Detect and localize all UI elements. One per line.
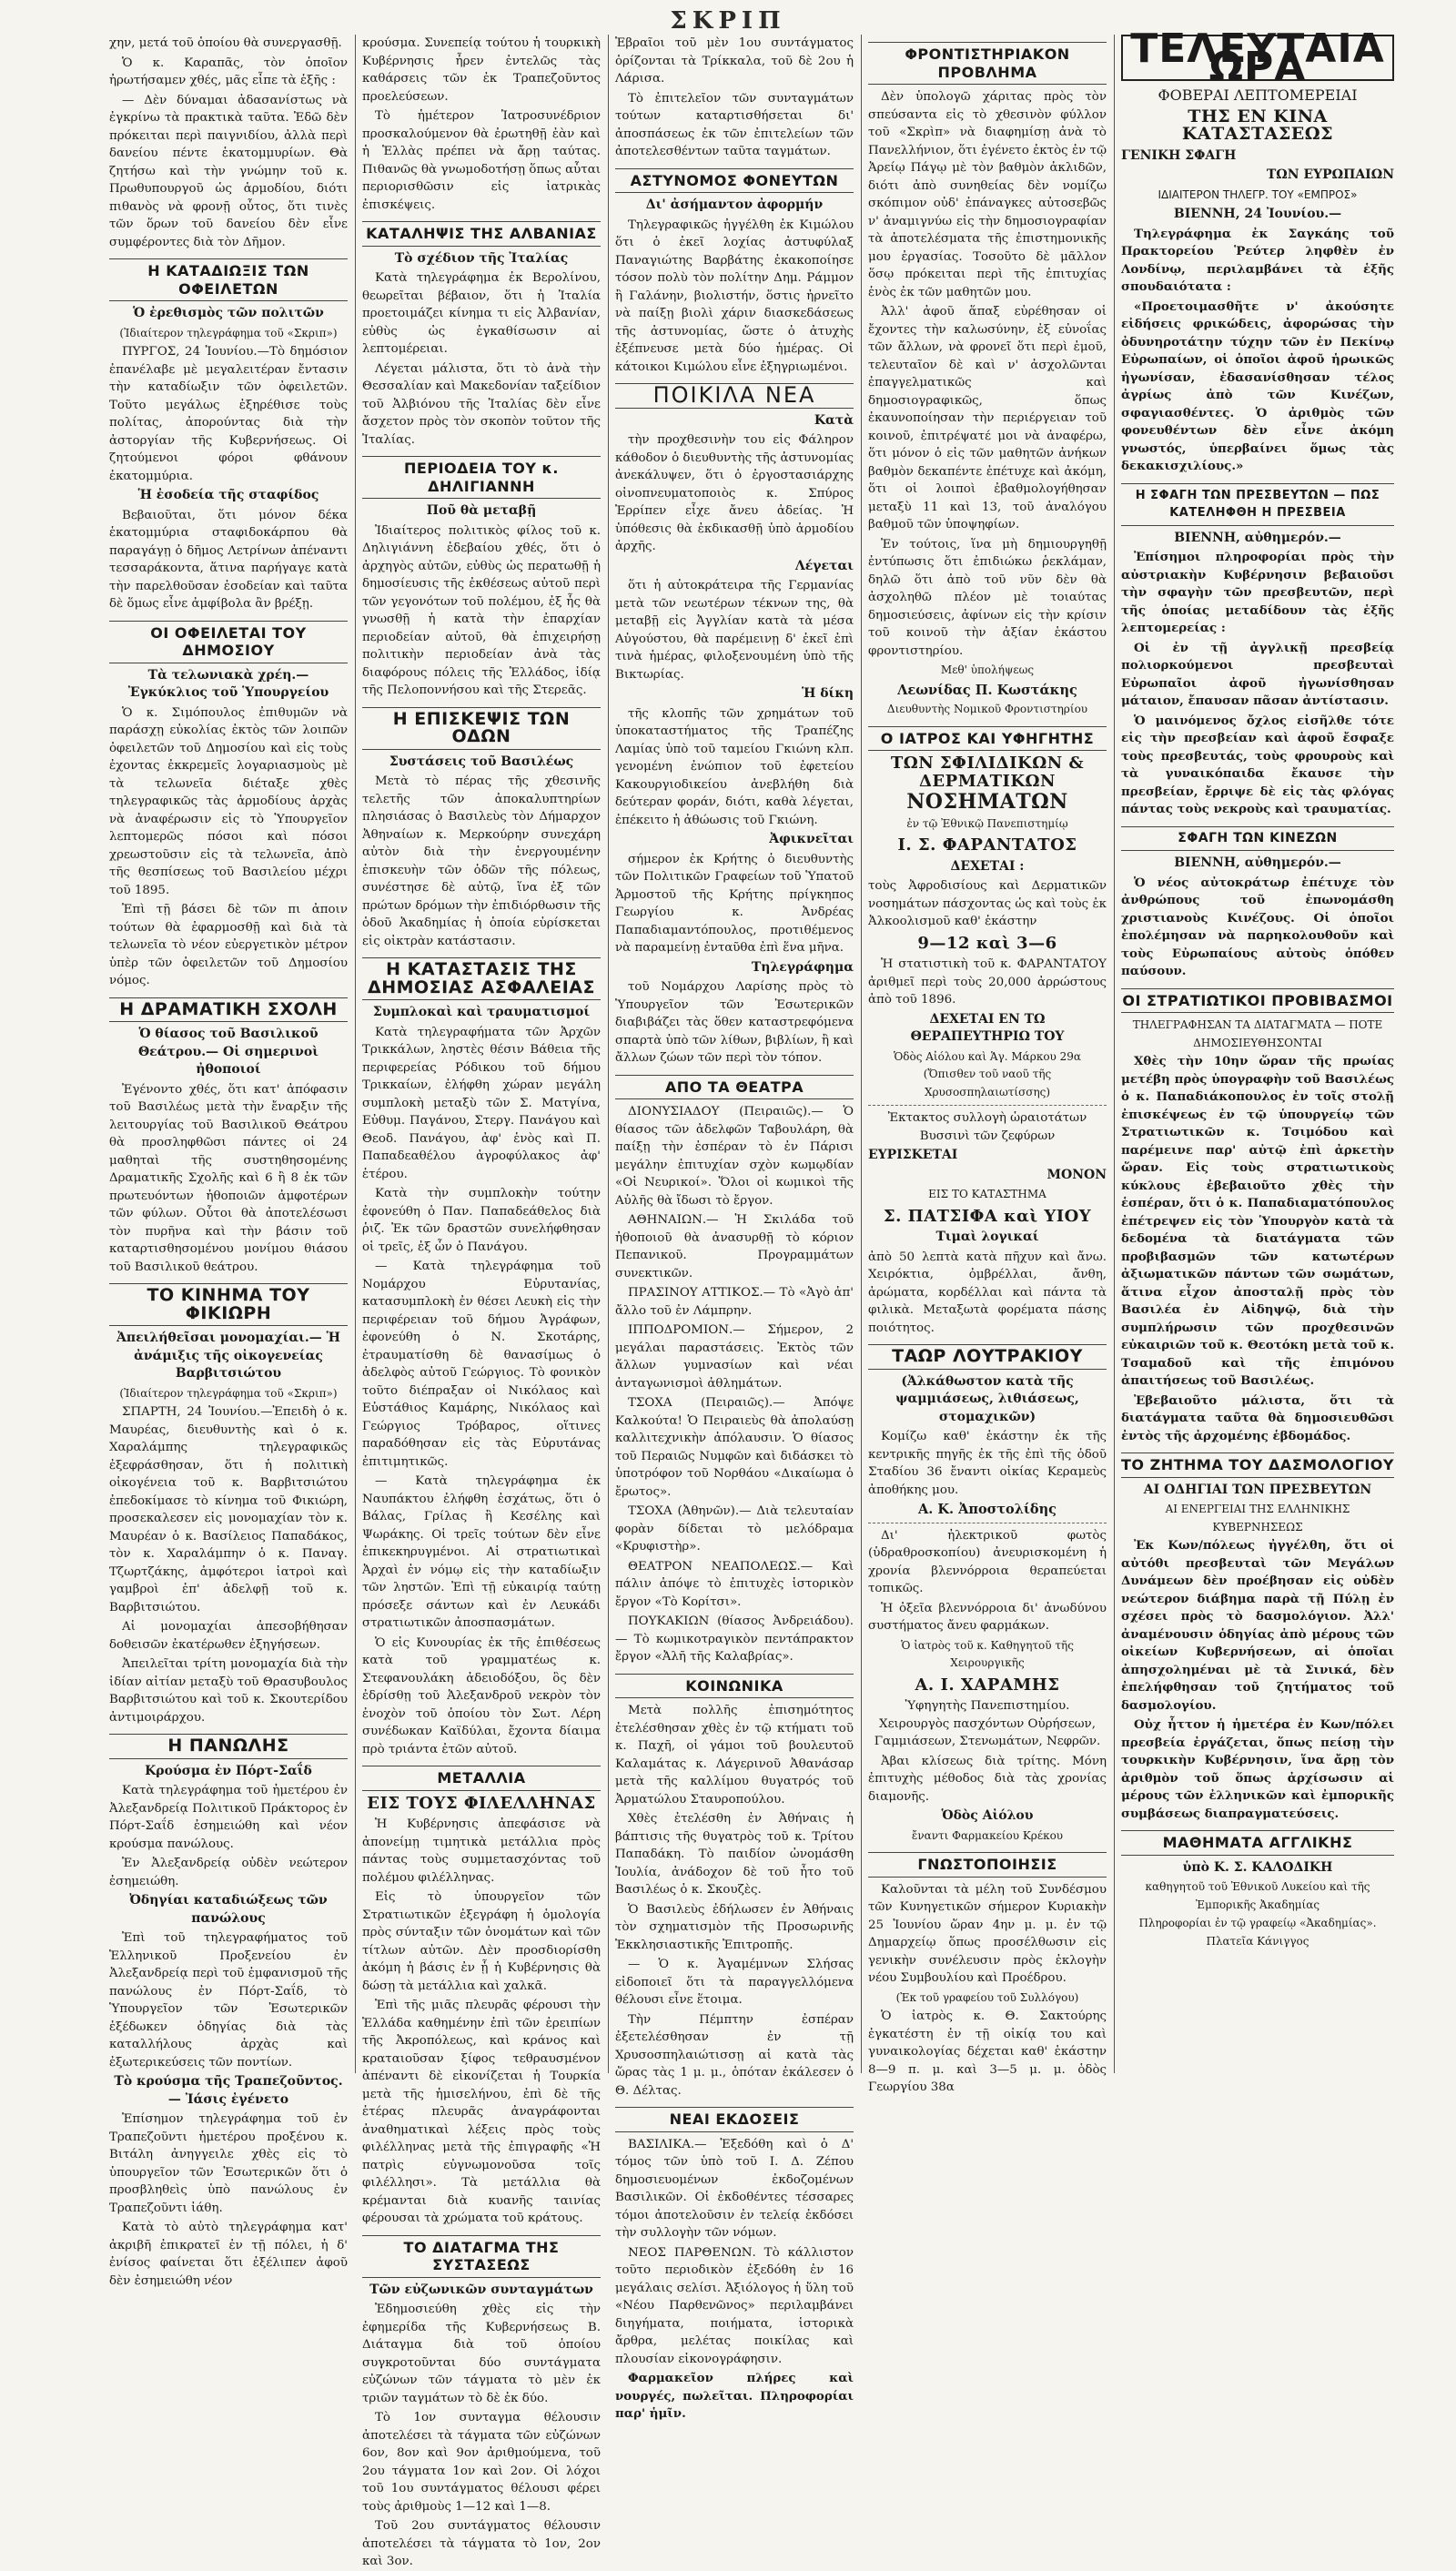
article-subheading: Κρούσμα ἐν Πόρτ-Σαΐδ	[145, 1763, 312, 1778]
paragraph: Ὁ κ. Σιμόπουλος ἐπιθυμῶν νὰ παράσχῃ εὐκολίας ἐκτὸς τῶν λοιπῶν ὀφειλετῶν τοῦ Δημοσίου καὶ εἰς τοὺς ἐχοντας ἐκκρεμεῖς λογαριασμοὺς μὲ τὰ τελωνεῖα διέταξε χθὲς τηλεγραφικῶς τὰς ἁρμοδίους ἀρχὰς νὰ ἀναφέρωσιν εἰς τὸ Ὑπουργεῖον λεπτομερῶς πόσοι καὶ πόσοι χρεωστοῦσιν εἰς τὰ τελωνεῖα, ἀπὸ τῆς θεσπίσεως τοῦ Βασιλείου μέχρι τοῦ 1895.	[109, 705, 348, 897]
article-heading: ΑΠΟ ΤΑ ΘΕΑΤΡΑ	[615, 1075, 854, 1100]
column-rule	[861, 35, 862, 2073]
paragraph: Τὸ ἐπιτελεῖον τῶν συνταγμάτων τούτων καταρτισθήσεται δι' ἀποσπάσεως ἐκ τῶν ἐπιτελείων τῶν ἀποτελεσθέντων ταῦτα ταγμάτων.	[615, 91, 854, 158]
paragraph: ΤΣΟΧΑ (Ἀθηνῶν).— Διὰ τελευταίαν φορὰν δίδεται τὸ μελόδραμα «Κρυφιστὴρ».	[615, 1504, 854, 1554]
paragraph: Ἐπὶ τοῦ τηλεγραφήματος τοῦ Ἑλληνικοῦ Προξενείου ἐν Ἀλεξανδρείᾳ περὶ τοῦ ἐμφανισμοῦ τῆς πανώλους ἐν Πόρτ-Σαΐδ, τὸ Ὑπουργεῖον τῶν Ἐσωτερικῶν ἐξέδωκεν ὁδηγίας διὰ τὰς καταλλήλους ἀρχὰς καὶ ἐξωτερικεύσεις τῶν ποντίων.	[109, 1931, 348, 2070]
paragraph: Ὁ κ. Καραπᾶς, τὸν ὁποῖον ἠρωτήσαμεν χθές, μᾶς εἶπε τὰ ἑξῆς :	[109, 56, 348, 87]
article-note: (Ἰδιαίτερον τηλεγράφημα τοῦ «Σκριπ»)	[119, 1386, 338, 1400]
paragraph: Κατὰ τηλεγράφημα ἐκ Βερολίνου, θεωρεῖται βέβαιον, ὅτι ἡ Ἰταλία προετοιμάζει κίνημα τι εἰς Ἀλβανίαν, εὐθὺς ὡς ἐγκαθίσωσιν αἱ λεπτομέρειαι.	[362, 271, 601, 356]
paragraph: Ἐδημοσιεύθη χθὲς εἰς τὴν ἐφημερίδα τῆς Κυβερνήσεως Β. Διάταγμα διὰ τοῦ ὁποίου συγκροτοῦνται δύο συντάγματα εὐζώνων τῶν τάγματα τὸ μὲν ἐκ τριῶν ταγμάτων τὸ δὲ ἐκ δύο.	[362, 2303, 601, 2405]
paragraph: — Ὁ κ. Ἀγαμέμνων Σλήσας εἰδοποιεῖ ὅτι τὰ παραγγελλόμενα θέλουσι εἶνε ἕτοιμα.	[615, 1958, 854, 2007]
article-heading: Η ΔΡΑΜΑΤΙΚΗ ΣΧΟΛΗ	[109, 997, 348, 1023]
ad-doctor-name: Ι. Σ. ΦΑΡΑΝΤΑΤΟΣ	[897, 835, 1077, 855]
article-heading: Η ΕΠΙΣΚΕΨΙΣ ΤΩΝ ΟΔΩΝ	[362, 707, 601, 750]
paragraph: Ἰδιαίτερος πολιτικὸς φίλος τοῦ κ. Δηλιγιάννη ἐδεβαίου χθές, ὅτι ὁ ἀρχηγὸς αὐτῶν, εὐθὺς ὡς περατωθῇ ἡ δημοσίευσις τῆς ἐκθέσεως αὐτοῦ περὶ τῶν γεγονότων τοῦ πολέμου, ἐξ ἧς θὰ γνωσθῇ ἡ κατὰ τὴν ἐπαρχίαν περιοδείαν αὐτοῦ, θὰ ἐπιχειρήσῃ πολιτικὴν περιοδείαν ἀνὰ τὰς διαφόρους πόλεις τῆς Ἑλλάδος, ἰδίᾳ τῆς Πελοποννήσου καὶ τῆς Στερεᾶς.	[362, 523, 601, 697]
paragraph: Κατὰ τηλεγράφημα τοῦ ἡμετέρου ἐν Ἀλεξανδρείᾳ Πολιτικοῦ Πράκτορος ἐν Πόρτ-Σαΐδ ἐσημειώθη καὶ νέον κρούσμα πανώλους.	[109, 1784, 348, 1851]
ad-text: ΔΕΧΕΤΑΙ :	[950, 858, 1025, 874]
news-item-lead: Τηλεγράφημα	[751, 959, 854, 975]
article-heading: Η ΚΑΤΑΔΙΩΞΙΣ ΤΩΝ ΟΦΕΙΛΕΤΩΝ	[109, 258, 348, 301]
ad-heading-line-2: ΤΩΝ ΣΦΙΛΙΔΙΚΩΝ & ΔΕΡΜΑΤΙΚΩΝ	[890, 754, 1085, 791]
article-subheading: Συμπλοκαὶ καὶ τραυματισμοί	[372, 1005, 591, 1019]
paragraph: κρούσμα. Συνεπείᾳ τούτου ἡ τουρκικὴ Κυβέρνησις ἦρεν ἐντελῶς τὰς καθάρσεις τῶν ἐκ Τραπεζοῦντος προελεύσεων.	[362, 36, 601, 104]
ad-address: Ὁδὸς Αἰόλου καὶ Ἁγ. Μάρκου 29α (Ὄπισθεν τοῦ ναοῦ τῆς Χρυσοσπηλαιωτίσσης)	[893, 1049, 1082, 1098]
newspaper-columns	[109, 25, 1420, 2568]
dateline: ΒΙΕΝΝΗ, αὐθημερόν.—	[1174, 530, 1341, 545]
ad-heading: Ο ΙΑΤΡΟΣ ΚΑΙ ΥΦΗΓΗΤΗΣ	[868, 726, 1107, 752]
paragraph: Κατὰ τηλεγραφήματα τῶν Ἀρχῶν Τρικκάλων, ληστὲς θέσιν Βάθεια τῆς περιφερείας Ρόδικου τοῦ δήμου Τρικκαίων, ἐλήφθη χώραν μεγάλη συμπλοκὴ μεταξὺ τῶν Σ. Ματγίνα, Εὐθυμ. Παγάνου, Στεργ. Πανάγου καὶ Θεοδ. Πανάγου, ἀφ' ἑνὸς καὶ Π. Παπαδεαθέλου ἀγροφύλακος ἀφ' ἑτέρου.	[362, 1025, 601, 1181]
article-subheading: Συστάσεις τοῦ Βασιλέως	[389, 754, 574, 769]
ad-text: (Ἀλκάθωστον κατὰ τῆς ψαμμιάσεως, λιθιάσεως, στομαχικῶν)	[895, 1373, 1079, 1424]
ad-text: Πληροφορίαι ἐν τῷ γραφείῳ «Ἀκαδημίας». Πλατεῖα Κάνιγγος	[1138, 1917, 1377, 1948]
article-subheading: ΑΙ ΟΔΗΓΙΑΙ ΤΩΝ ΠΡΕΣΒΕΥΤΩΝ	[1143, 1482, 1372, 1497]
signature-title: Διευθυντὴς Νομικοῦ Φροντιστηρίου	[886, 703, 1088, 715]
ad-teacher: ὑπὸ Κ. Σ. ΚΑΛΟΔΙΚΗ	[1182, 1859, 1333, 1875]
paragraph: ΙΠΠΟΔΡΟΜΙΟΝ.— Σήμερον, 2 μεγάλαι παραστάσεις. Ἐκτὸς τῶν ἄλλων γυμνασίων καὶ νέαι ἀνταγωνισμοὶ ἀθλημάτων.	[615, 1323, 854, 1391]
article-heading-line-2: ΕΙΣ ΤΟΥΣ ΦΙΛΕΛΛΗΝΑΣ	[367, 1793, 596, 1813]
signature-name: Λεωνίδας Π. Κωστάκης	[897, 682, 1077, 698]
paragraph: ΘΕΑΤΡΟΝ ΝΕΑΠΟΛΕΩΣ.— Καὶ πάλιν ἀπόψε τὸ ἐπιτυχὲς ἱστορικὸν ἔργον «Τὸ Κορίτσι».	[615, 1559, 854, 1609]
paragraph: Ὁ μαινόμενος ὄχλος εἰσῆλθε τότε εἰς τὴν πρεσβείαν καὶ ἀφοῦ ἔσφαξε τοὺς πρεσβευτάς, τοὺς φρουροὺς καὶ τὰ γυναικόπαιδα ἔκαυσε τὴν πρεσβείαν, ἔρριψε δὲ εἰς τὰς φλόγας πάντας τοὺς νεκροὺς καὶ τραυματίας.	[1121, 713, 1394, 816]
ad-address: Ὁδὸς Αἰόλου	[941, 1808, 1034, 1823]
column-5	[1121, 25, 1394, 2073]
article-heading: ΦΡΟΝΤΙΣΤΗΡΙΑΚΟΝ ΠΡΟΒΛΗΜΑ	[868, 42, 1107, 85]
column-rule	[608, 35, 609, 2073]
article-subheading: Τῶν εὐζωνικῶν συνταγμάτων	[369, 2282, 593, 2297]
headline-line: ΦΟΒΕΡΑΙ ΛΕΠΤΟΜΕΡΕΙΑΙ	[1158, 86, 1358, 104]
article-heading: ΚΟΙΝΩΝΙΚΑ	[615, 1674, 854, 1699]
ad-text: ΕΙΣ ΤΟ ΚΑΤΑΣΤΗΜΑ	[928, 1188, 1046, 1200]
column-2	[362, 35, 601, 2568]
article-subheading: ΑΙ ΕΝΕΡΓΕΙΑΙ ΤΗΣ ΕΛΛΗΝΙΚΗΣ ΚΥΒΕΡΝΗΣΕΩΣ	[1165, 1503, 1350, 1533]
paragraph: ΣΠΑΡΤΗ, 24 Ἰουνίου.—Ἐπειδὴ ὁ κ. Μαυρέας, διευθυντὴς καὶ ὁ κ. Χαραλάμπης τηλεγραφικῶς ἐξεφράσθησαν, ὅτι ἡ πολιτικὴ οἰκογένεια τοῦ κ. Βαρβιτσιώτου ἐπεδοκίμασε τὸ κίνημα τοῦ Φικιώρη, προσεκαλεσεν εἰς μονομαχίαν τὸν κ. Μαυρέαν ὁ κ. Βασίλειος Παπαδάκος, τὸν κ. Χαραλάμπην ὁ κ. Παναγ. Τζωρτζάκης, ἀμφότεροι ἰατροὶ καὶ γαμβροὶ ἐπ' ἀδελφῇ τοῦ κ. Βαρβιτσιώτου.	[109, 1405, 348, 1614]
article-subheading: Τὸ κρούσμα τῆς Τραπεζοῦντος.— Ἰάσις ἐγένετο	[114, 2074, 343, 2107]
paragraph: Ἐγένοντο χθές, ὅτι κατ' ἀπόφασιν τοῦ Βασιλέως μετὰ τὴν ἔναρξιν τῆς λειτουργίας τοῦ Βασιλικοῦ Θεάτρου θὰ προσληφθῶσι πάντες οἱ 24 μαθηταὶ τῆς συστηθησομένης Δραματικῆς Σχολῆς καὶ 6 ἢ 8 ἐκ τῶν πρωτευόντων ἠθοποιῶν ἀμφοτέρων τῶν φύλων. Οὗτοι θὰ ἀποτελέσωσι τὸν πυρῆνα καὶ τὴν βάσιν τοῦ καταρτισθησομένου μονίμου θιάσου τοῦ Βασιλικοῦ θεάτρου.	[109, 1082, 348, 1274]
paragraph: Ἐπὶ τῆς μιᾶς πλευρᾶς φέρουσι τὴν Ἑλλάδα καθημένην ἐπὶ τῶν ἐρειπίων τῆς Ἀκροπόλεως, καὶ κράνος καὶ κραταιοῦσαν ξίφος τεθραυσμένον ἀπέναντι δὲ εἰκονίζεται ἡ Τουρκία μετὰ τῆς ἡμισελήνου, ἐπὶ δὲ τῆς ἑτέρας πλευρᾶς ἀναγράφονται ἀναθηματικαὶ λέξεις πρὸς τοὺς φιλέλληνας μετὰ τῆς ἐπιγραφῆς «Ἡ πατρὶς εὐγνωμονοῦσα τοῖς φιλέλλησι». Τὰ μετάλλια θὰ κρέμανται διὰ κυανῆς ταινίας φέρουσαι τὰ χρώματα τοῦ κράτους.	[362, 1999, 601, 2225]
article-heading: ΚΑΤΑΛΗΨΙΣ ΤΗΣ ΑΛΒΑΝΙΑΣ	[362, 221, 601, 247]
notice-text: Καλοῦνται τὰ μέλη τοῦ Συνδέσμου τῶν Κυνηγετικῶν σήμερον Κυριακὴν 25 Ἰουνίου ὥραν 4ην μ. μ. ἐν τῷ Δημαρχείῳ ὅπως προσέλθωσιν εἰς γενικὴν συνέλευσιν πρὸς ἐκλογὴν νέου Συμβουλίου καὶ Προέδρου.	[868, 1882, 1107, 1985]
ad-text: ΜΟΝΟΝ	[1046, 1167, 1107, 1182]
news-item-lead: Κατὰ	[814, 412, 854, 428]
paragraph: Ἐπίσημοι πληροφορίαι πρὸς τὴν αὐστριακὴν Κυβέρνησιν βεβαιοῦσι τὴν σφαγὴν τῶν πρεσβευτῶν, περὶ τῆς ὁποίας μεταδίδουν τὰς ἑξῆς λεπτομερείας :	[1121, 550, 1394, 635]
paragraph: Τηλεγράφημα ἐκ Σαγκάης τοῦ Πρακτορείου Ῥεύτερ ληφθὲν ἐν Λονδίνῳ, περιλαμβάνει τὰ ἑξῆς σπουδαιότατα :	[1121, 226, 1394, 294]
article-subheading: ΤΗΛΕΓΡΑΦΗΣΑΝ ΤΑ ΔΙΑΤΑΓΜΑΤΑ — ΠΟΤΕ ΔΗΜΟΣΙΕΥΘΗΣΟΝΤΑΙ	[1132, 1018, 1383, 1049]
headline-line: ΤΩΝ ΕΥΡΩΠΑΙΩΝ	[1266, 167, 1394, 182]
paragraph: ΝΕΟΣ ΠΑΡΘΕΝΩΝ. Τὸ κάλλιστον τοῦτο περιοδικὸν ἐξεδόθη ἐν 16 μεγάλαις σελίσι. Ἀξιόλογος ἡ ὕλη τοῦ «Νέου Παρθενῶνος» περιλαμβάνει διηγήματα, ποιήματα, ἱστορικὰ ἄρθρα, μελέτας ποικίλας καὶ πλουσίαν εἰκονογράφησιν.	[615, 2245, 854, 2366]
paragraph: ὅτι ἡ αὐτοκράτειρα τῆς Γερμανίας μετὰ τῶν νεωτέρων τέκνων της, θὰ μεταβῇ εἰς Ἀγγλίαν κατὰ τὰ μέσα Αὐγούστου, θὰ παρέμεινῃ δ' ἐκεῖ ἐπὶ τινὰ ἡμέρας, φιλοξενουμένη ὑπὸ τῆς Βικτωρίας.	[615, 579, 854, 682]
article-heading: ΠΕΡΙΟΔΕΙΑ ΤΟΥ κ. ΔΗΛΙΓΙΑΝΝΗ	[362, 456, 601, 499]
paragraph: Τὸ 1ον συνταγμα θέλουσιν ἀποτελέσει τὰ τάγματα τῶν εὐζώνων 6ον, 8ον καὶ 9ον ἀριθμούμενα, τοῦ 2ου τάγματα 1ον καὶ 2ον. Οἱ λόχοι τοῦ 1ου συντάγματος θέλουσι φέρει τοὺς ἀριθμοὺς 1—12 καὶ 1—8.	[362, 2411, 601, 2514]
paragraph: Μετὰ πολλῆς ἐπισημότητος ἐτελέσθησαν χθὲς ἐν τῷ κτήματι τοῦ κ. Παχῆ, οἱ γάμοι τοῦ βουλευτοῦ Καλαμάτας κ. Λάγερινοῦ Ἀθανάσαρ μετὰ τῆς καλλίμου θυγατρός τοῦ Ἀρματώλου Σταυροπούλου.	[615, 1704, 854, 1807]
paragraph: ΔΙΟΝΥΣΙΑΔΟΥ (Πειραιῶς).— Ὁ θίασος τῶν ἀδελφῶν Ταβουλάρη, θὰ παίξῃ τὴν ἐσπέραν τὸ ἐν Πάρισι μεγάλην ἐπιτυχίαν σχὸν κωμῳδίαν «Οἱ Νευρικοί». Ὅλοι οἱ κωμικοὶ τῆς Αὐλῆς θὰ ἴδωσι τὸ ἔργον.	[615, 1105, 854, 1208]
paragraph: Ἀπειλεῖται τρίτη μονομαχία διὰ τὴν ἰδίαν αἰτίαν μεταξὺ τοῦ Θρασυβουλος Βαρβιτσιώτου καὶ τοῦ κ. Σκουτερίδου ἀντιμοιράρχου.	[109, 1657, 348, 1725]
ad-text: Ἀβαι κλίσεως διὰ τρίτης. Μόνη ἐπιτυχὴς μέθοδος διὰ τὰς χρονίας διαμονῆς.	[868, 1754, 1107, 1804]
notice-text: Ὁ ἰατρὸς κ. Θ. Σακτούρης ἐγκατέστη ἐν τῇ οἰκίᾳ του καὶ γυναικολογίας δέχεται καθ' ἑκάστην 8—9 π. μ. καὶ 3—5 μ. μ. ὁδὸς Γεωργίου 38α	[868, 2009, 1107, 2094]
paragraph: Ἐπίσημον τηλεγράφημα τοῦ ἐν Τραπεζοῦντι ἡμετέρου προξένου κ. Βιτάλη ἀνηγγειλε χθὲς εἰς τὸ ὑπουργεῖον τῶν Ἐσωτερικῶν ὅτι ὁ προσβληθεὶς ὑπὸ πανώλους ἐν Τραπεζοῦντι ἰάθη.	[109, 2112, 348, 2215]
paragraph: Τοῦ 2ου συντάγματος θέλουσιν ἀποτελέσει τὰ τάγματα τὸ 1ον, 2ον καὶ 3ον.	[362, 2519, 601, 2568]
column-rule	[1114, 35, 1115, 2073]
ad-text: καθηγητοῦ τοῦ Ἐθνικοῦ Λυκείου καὶ τῆς Ἐμπορικῆς Ἀκαδημίας	[1145, 1880, 1370, 1911]
paragraph: ΠΟΥΚΑΚΙΩΝ (θίασος Ἀνδρειάδου).— Τὸ κωμικοτραγικὸν πεντάπρακτον ἔργον «Ἀλῆ τῆς Καλαβρίας».	[615, 1614, 854, 1664]
paragraph: τῆς κλοπῆς τῶν χρημάτων τοῦ ὑποκαταστήματος τῆς Τραπέζης Λαμίας ὑπὸ τοῦ ταμείου Γκιώνη κλπ. γενομένη ἐνώπιον τοῦ ἐφετείου Κακουργιοδικείου ἀνεβλήθη διὰ δεύτεραν φοράν, διότι, καθὰ λέγεται, ἐπέκειτο ἡ ἀθώωσις τοῦ Γκιώνη.	[615, 706, 854, 827]
headline-line: ΤΗΣ ΕΝ ΚΙΝΑ ΚΑΤΑΣΤΑΣΕΩΣ	[1181, 106, 1334, 144]
paragraph: — Κατὰ τηλεγράφημα ἐκ Ναυπάκτου ἐλήφθη ἐσχάτως, ὅτι ὁ Βάλας, Γρίλας ἢ Κεσέλης καὶ Ψωράκης. Οἱ τρεῖς τούτων δὲν εἶνε ἐπικεκηρυγμένοι. Αἱ στρατιωτικαὶ Ἀρχαὶ ἐν νόμῳ εἰς τὴν καταδίωξιν τῶν ληστῶν. Ἐπὶ τῇ εὐκαιρίᾳ ταύτῃ πρόσεξε σάντων καὶ ἐν Λευκάδι στρατιωτικῶν ἀποσπασμάτων.	[362, 1474, 601, 1630]
paragraph: σήμερον ἐκ Κρήτης ὁ διευθυντὴς τῶν Πολιτικῶν Γραφείων τοῦ Ὑπατοῦ Ἀρμοστοῦ τῆς Κρήτης πρίγκηπος Γεωργίου κ. Ἀνδρέας Παπαδιαμαντόπουλος, προτιθέμενος νὰ παραμείνῃ ἐνταῦθα ἐπὶ ἕνα μῆνα.	[615, 852, 854, 955]
article-subheading: Ἡ ἐσοδεία τῆς σταφίδος	[137, 488, 319, 502]
ad-text: ΔΕΧΕΤΑΙ ΕΝ ΤΩ ΘΕΡΑΠΕΥΤΗΡΙΩ ΤΟΥ	[910, 1011, 1065, 1044]
paragraph: Ὁ νέος αὐτοκράτωρ ἐπέτυχε τὸν ἀνθρώπους τοῦ ἐπωνομάσθη χριστιανοὺς Κινέζους. Οἱ ὁποῖοι ἐπολέμησαν νὰ παρηκολουθοῦν καὶ τοὺς Εὐρωπαίους αὐτοὺς ὁπόθεν παύσουν.	[1121, 875, 1394, 978]
paragraph: Χθὲς ἐτελέσθη ἐν Ἀθήναις ἡ βάπτισις τῆς θυγατρὸς τοῦ κ. Τρίτου Παπαδάκη. Τὸ παιδίον ὠνομάσθη Ἰουλία, ἀνάδοχον δὲ τοῦ ἦτο τοῦ Βασιλέως ὁ κ. Σκουζὲς.	[615, 1812, 854, 1897]
paragraph: ΠΡΑΣΙΝΟΥ ΑΤΤΙΚΟΣ.— Τὸ «Ἀγὸ ἀπ' ἄλλο τοῦ ἐν Λάμπρην.	[615, 1286, 854, 1318]
ad-text: Ἡ ὀξεῖα βλεννόρροια δι' ἀνωδύνου συστήματος ἄνευ φαρμάκων.	[868, 1601, 1107, 1633]
paragraph: — Δὲν δύναμαι ἀδασανίστως νὰ ἐγκρίνω τὰ πρακτικὰ ταῦτα. Ἐδῶ δὲν πρόκειται περὶ παιγνιδίου, ἀλλὰ περὶ δανείου πέντε ἑκατομμυρίων. Θὰ ζητήσω καὶ τὴν γνώμην τοῦ κ. Πρωθυπουργοῦ ὡς ἁρμοδίου, διότι πιθανὸς νὰ φρονῇ οὗτος, ὅτι τινὲς τῶν ὅρων τοῦ δανείου δὲν εἶνε συμφέροντες διὰ τὸν Δῆμον.	[109, 93, 348, 249]
article-subheading: Δι' ἀσήμαντον ἀφορμήν	[645, 197, 824, 212]
ad-heading: ΤΑΩΡ ΛΟΥΤΡΑΚΙΟΥ	[868, 1344, 1107, 1370]
paragraph: τὴν προχθεσινὴν του εἰς Φάληρον κάθοδον ὁ διευθυντὴς τῆς ἀστυνομίας ἀνεκάλυψεν, ὅτι ὁ ἐργοστασιάρχης οἰνοπνευματοποιὸς κ. Σπύρος Ἐρρίπεν εἶχε ἄνευ ἀδείας. Ἡ ὑπόθεσις θὰ ἐκδικασθῇ ὑπὸ ἀρμοδίου ἀρχῆς.	[615, 433, 854, 553]
notice-source: (Ἐκ τοῦ γραφείου τοῦ Συλλόγου)	[895, 1990, 1079, 2004]
article-heading: ΤΟ ΔΙΑΤΑΓΜΑ ΤΗΣ ΣΥΣΤΑΣΕΩΣ	[362, 2235, 601, 2278]
article-subheading: Ποῦ θὰ μεταβῇ	[426, 503, 537, 518]
dateline: ΒΙΕΝΝΗ, αὐθημερόν.—	[1174, 855, 1341, 870]
article-note: ΙΔΙΑΙΤΕΡΟΝ ΤΗΛΕΓΡ. ΤΟΥ «ΕΜΠΡΟΣ»	[1158, 187, 1358, 201]
paragraph: Οὐχ ἧττον ἡ ἡμετέρα ἐν Κων/πόλει πρεσβεία ἐργάζεται, ὅπως πείσῃ τὴν τουρκικὴν Κυβέρνησιν, ἵνα ἄρῃ τὸν ἀριθμὸν τοῦ ὅπως ἀρχίσωσιν αἱ μέρους τῶν ἐλληνικῶν καὶ ἐμπορικῆς συμβάσεως διαπραγματεύσεις.	[1121, 1717, 1394, 1821]
ad-text: τοὺς Ἀφροδισίους καὶ Δερματικῶν νοσημάτων πάσχοντας ὡς καὶ τοὺς ἐκ Ἀλκοολισμοῦ καθ' ἑκάστην	[868, 879, 1107, 928]
news-item-lead: Ἀφικνεῖται	[769, 832, 854, 846]
news-item-lead: Λέγεται	[794, 558, 854, 573]
paragraph: Μετὰ τὸ πέρας τῆς χθεσινῆς τελετῆς τῶν ἀποκαλυπτηρίων πλησιάσας ὁ Βασιλεὺς τὸν Δήμαρχον Ἀθηναίων κ. Μερκούρην συνεχάρη αὐτὸν διὰ τὴν ἐνεργουμένην ἐπισκευὴν τῶν ὁδῶν τῆς πόλεως, συνέστησε δὲ αὐτῷ, ἵνα ἐξ τῶν πρώτων δρόμων τὴν ἐπιδιόρθωσιν τῆς ὁδοῦ Ἀκαδημίας ἡ ὁποία εὑρίσκεται εἰς οἰκτρὰν κατάστασιν.	[362, 774, 601, 948]
article-heading: ΑΣΤΥΝΟΜΟΣ ΦΟΝΕΥΤΩΝ	[615, 168, 854, 194]
paragraph: Βεβαιοῦται, ὅτι μόνον δέκα ἑκατομμύρια σταφιδοκάρπου θὰ παραγάγῃ ὁ δῆμος Λετρίνων ἀπέναντι τεσσαράκοντα, ἅτινα παρήγαγε κατὰ τὴν παρελθοῦσαν ἐσοδείαν καὶ ταῦτα δὲ ὅμως εἶνε ἀμφίβολα ἂν βρέξῃ.	[109, 508, 348, 611]
article-subheading: Τὰ τελωνιακὰ χρέη.— Ἐγκύκλιος τοῦ Ὑπουργείου	[127, 667, 329, 700]
headline-line: ΓΕΝΙΚΗ ΣΦΑΓΗ	[1121, 147, 1237, 163]
ad-text: Τιμαὶ λογικαί	[935, 1230, 1039, 1244]
ad-text: Ἡ στατιστικὴ τοῦ κ. ΦΑΡΑΝΤΑΤΟΥ ἀριθμεῖ περὶ τοὺς 20,000 ἀρρώστους ἀπὸ τοῦ 1896.	[868, 957, 1107, 1007]
notice-heading: ΓΝΩΣΤΟΠΟΙΗΣΙΣ	[868, 1852, 1107, 1878]
article-heading: ΟΙ ΣΤΡΑΤΙΩΤΙΚΟΙ ΠΡΟΒΙΒΑΣΜΟΙ	[1121, 988, 1394, 1014]
article-subheading: Τὸ σχέδιον τῆς Ἰταλίας	[394, 250, 569, 266]
ad-heading-line-3: ΝΟΣΗΜΑΤΩΝ	[906, 790, 1068, 814]
paragraph: Οἱ ἐν τῇ ἀγγλικῇ πρεσβείᾳ πολιορκούμενοι πρεσβευταὶ Εὐρωπαῖοι ἀφοῦ ἠγωνίσθησαν μάταιον, ἔπαυσαν πᾶσαν ἀντίστασιν.	[1121, 640, 1394, 708]
paragraph: ΒΑΣΙΛΙΚΑ.— Ἐξεδόθη καὶ ὁ Δ' τόμος τῶν ὑπὸ τοῦ Ι. Δ. Ζέπου δημοσιευομένων ἐκδοζομένων Βασιλικῶν. Οἱ ἐκδοθέντες τέσσαρες τόμοι ἀποτελοῦσιν ἐν τελείᾳ ἐκδόσει τὴν συλλογὴν τῶν νόμων.	[615, 2137, 854, 2240]
column-3	[615, 35, 854, 2421]
ad-hours: 9—12 καὶ 3—6	[917, 933, 1057, 953]
article-heading: ΠΟΙΚΙΛΑ ΝΕΑ	[615, 383, 854, 409]
article-heading: Η ΠΑΝΩΛΗΣ	[109, 1734, 348, 1759]
paragraph: χην, μετά τοῦ ὁποίου θὰ συνεργασθῇ.	[109, 36, 342, 50]
paragraph: Ἡ Κυβέρνησις ἀπεφάσισε νὰ ἀπονείμῃ τιμητικὰ μετάλλια πρὸς πάντας τοὺς συμμετασχόντας τοῦ πολέμου φιλέλληνας.	[362, 1817, 601, 1885]
paragraph: ΑΘΗΝΑΙΩΝ.— Ἡ Σκιλάδα τοῦ ἠθοποιοῦ θὰ ἀνασυρθῇ τὸ κόριον Πεπανικοῦ. Προγραμμάτων συνεκτικῶν.	[615, 1213, 854, 1280]
ad-text: Δι' ἠλεκτρικοῦ φωτὸς (ὑδραθροσκοπίου) ἀνευρισκομένη ἡ χρονία βλεννόρροια θεραπεύεται τοπικῶς.	[868, 1528, 1107, 1595]
paragraph: Χθὲς τὴν 10ην ὥραν τῆς πρωίας μετέβη πρὸς ὑπογραφὴν τοῦ Βασιλέως ὁ κ. Παπαδιάκοπουλος ἐν τοῖς στολῇ ἐπισκέψεως ἐν τῷ ὑπουργείῳ τῶν Στρατιωτικῶν κ. Τσιμόδου καὶ παρέμεινε παρ' αὐτῷ ἐπὶ ἀρκετὴν ὥραν. Εἰς τοὺς στρατιωτικοὺς κύκλους ἐβεβαιοῦτο χθὲς τὴν ἑσπέραν, ὅτι ὁ κ. Παπαδιαματόπουλος ἐπέτρεψεν εἰς τὸν Ὑπουργὸν κατὰ τὰ δεδομένα τὰ διατάγματα τῶν προβιβασμῶν τῶν κατωτέρων ἀξιωματικῶν πάντων τῶν σωμάτων, ἅτινα εἶχον ἀποσταλῇ πρὸς τὸν Βασιλέα ἐν Αἰδηψῷ, διὰ τὴν συμπλήρωσιν τῶν προχθεσινῶν εὐκαιριῶν τοῦ κ. Θεοτόκη μετὰ τοῦ κ. Τσαμαδοῦ καὶ τῆς ἐπιμόνου ἀπαιτήσεως τοῦ Βασιλέως.	[1121, 1054, 1394, 1388]
paragraph: — Κατὰ τηλεγράφημα τοῦ Νομάρχου Εὐρυτανίας, κατασυμπλοκὴ ἐν θέσει Λευκὴ εἰς τὴν περιφέρειαν τοῦ δήμου Ἀγράφων, ἐφονεύθη ὁ Ν. Σκοτάρης, ἐτραυματίσθη δὲ θανασίμως ὁ ἀδελφὸς αὐτοῦ Γεώργιος. Τὸ φονικὸν τοῦτο διέπραξαν οἱ Νικόλαος καὶ Εὐστάθιος Καμάρης, Νικόλαος καὶ Γεώργιος Τρόβαρος, οἵτινες παραδόθησαν εἰς τὰς Εὐρυτάνας ἐπιτιμητικῶς.	[362, 1260, 601, 1469]
paragraph: Ὁ εἰς Κυνουρίας ἐκ τῆς ἐπιθέσεως κατὰ τοῦ γραμματέως κ. Στεφανουλάκη ἀδειοδόξου, ὃς δὲν ἐδρίσθῃ τοῦ Ἀλεξανδροῦ νεκρὸν τὸν ἐνοχὸν τοῦ ὁποίου τὸν Σωτ. Λέρη συνέδωκαν Καϊδύλαι, ἔχοντα δίαιμα πρὸ τριάντα ἐτῶν αὐτοῦ.	[362, 1635, 601, 1756]
article-heading: ΣΦΑΓΗ ΤΩΝ ΚΙΝΕΖΩΝ	[1121, 826, 1394, 852]
paragraph: ΤΣΟΧΑ (Πειραιῶς).— Ἀπόψε Καλκούτα! Ὁ Πειραιεὺς θὰ ἀπολαύσῃ καλλιτεχνικὴν ἀπόλαυσιν. Ὁ θίασος τοῦ Περαιῶς Νυμφῶν καὶ διδάσκει τὸ ὑποτρόφον τοῦ Νορθάου «Δικαίωμα ὁ ἔρωτος».	[615, 1396, 854, 1499]
ad-text: Ἐκτακτος συλλογὴ ὡραιοτάτων Βυσσινὶ τῶν ζεφύρων	[887, 1111, 1087, 1143]
column-rule	[355, 35, 356, 2073]
ad-text: ΕΥΡΙΣΚΕΤΑΙ	[868, 1148, 958, 1162]
dateline: ΒΙΕΝΝΗ, 24 Ἰουνίου.—	[1173, 207, 1342, 221]
ad-text: ἔναντι Φαρμακείου Κρέκου	[911, 1828, 1064, 1842]
article-heading: ΤΟ ΖΗΤΗΜΑ ΤΟΥ ΔΑΣΜΟΛΟΓΙΟΥ	[1121, 1453, 1394, 1478]
ad-text: ἐν τῷ Ἐθνικῷ Πανεπιστημίῳ	[906, 816, 1068, 830]
article-heading: Η ΣΦΑΓΗ ΤΩΝ ΠΡΕΣΒΕΥΤΩΝ — ΠΩΣ ΚΑΤΕΛΗΦΘΗ Η ΠΡΕΣΒΕΙΑ	[1121, 483, 1394, 526]
signature-closing: Μεθ' ὑπολήψεως	[940, 663, 1035, 676]
paragraph: Λέγεται μάλιστα, ὅτι τὸ ἀνὰ τὴν Θεσσαλίαν καὶ Μακεδονίαν ταξείδιον τοῦ Ἀλβιόνου τῆς Ἰταλίας δὲν εἶνε ἄσχετον πρὸς τὸν σκοπὸν τοῦτον τῆς Ἰταλίας.	[362, 361, 601, 447]
article-heading: ΝΕΑΙ ΕΚΔΟΣΕΙΣ	[615, 2107, 854, 2132]
paragraph: Κατὰ τὴν συμπλοκὴν τούτην ἐφονεύθη ὁ Παν. Παπαδεάθελος διὰ ῥιζ. Ἐκ τῶν δραστῶν συνελήφθησαν οἱ τρεῖς, ἐξ ὧν ὁ Πανάγου.	[362, 1187, 601, 1254]
paragraph: Ἐβραῖοι τοῦ μὲν 1ου συντάγματος ὁρίζονται τὰ Τρίκκαλα, τοῦ δὲ 2ου ἡ Λάρισα.	[615, 36, 854, 86]
paragraph: Τηλεγραφικῶς ἠγγέλθη ἐκ Κιμώλου ὅτι ὁ ἐκεῖ λοχίας ἀστυφύλαξ Παναγιώτης Βαρβάτης ἐκακοποίησε τόσον πολὺ τὸν πολίτην Δημ. Ράμμον ἢ Γαλάνην, βιολιστήν, ὅστις ἠρνεῖτο νὰ παίξῃ βιολὶ χάριν διασκεδάσεως τῆς ἀστυνομίας, ὥστε ὁ ἀτυχὴς ἐξέπνευσε μετὰ δύο ἡμέρας. Οἱ κάτοικοι Κιμώλου εἶνε ἐξηγριωμένοι.	[615, 218, 854, 374]
ad-doctor-name: Α. Ι. ΧΑΡΑΜΗΣ	[915, 1675, 1060, 1695]
paragraph: Τὸ ἡμέτερον Ἰατροσυνέδριον προσκαλούμενον θὰ ἐρωτηθῇ ἐὰν καὶ ἡ Ἑλλὰς πρέπει νὰ ἄρῃ ταύτας. Πιθανῶς θὰ γνωμοδοτήσῃ ὅπως αὗται περιορισθῶσιν εἰς ἰατρικὰς ἐπισκέψεις.	[362, 109, 601, 212]
paragraph: Ἐκ Κων/πόλεως ἠγγέλθη, ὅτι οἱ αὐτόθι πρεσβευταὶ τῶν Μεγάλων Δυνάμεων δὲν προέβησαν εἰς οὐδὲν νεώτερον διάβημα παρὰ τῇ Πύλῃ ἐν σχέσει πρὸς τὸ δασμολόγιον. Ἀλλ' ἀναμένουσιν ὁδηγίας ἀπὸ μέρους τῶν οἰκείων Κυβερνήσεων, αἱ ὁποῖαι ἀπησχολημέναι μὲ τὰ Σινικά, δὲν ἐπελήφθησαν τοῦ ζητήματος τοῦ δασμολογίου.	[1121, 1538, 1394, 1713]
paragraph: ΠΥΡΓΟΣ, 24 Ἰουνίου.—Τὸ δημόσιον ἐπανέλαβε μὲ μεγαλειτέραν ἔντασιν τὴν καταδίωξιν τῶν ὀφειλετῶν. Τοῦτο μεγάλως ἐξηρέθισε τοὺς πολίτας, ἀπορούντας διὰ τὴν ἀστοργίαν τῆς Κυβερνήσεως. Οἱ ζητούμενοι φόροι φθάνουν ἐκατομμύρια.	[109, 345, 348, 483]
ad-shop-name: Σ. ΠΑΤΣΙΦΑ καὶ ΥΙΟΥ	[883, 1206, 1092, 1226]
paragraph: «Προετοιμασθῆτε ν' ἀκούσητε εἰδήσεις φρικώδεις, ἀφορώσας τὴν ὀδυνηροτάτην τύχην τῶν ἐν Πεκίνῳ Εὐρωπαίων, οἱ ὁποῖοι ἀφοῦ ἡρωικῶς ἠγωνίσαν, ἐδασανίσθησαν τέλος ἀγρίως ἀπὸ τῶν Κινέζων, σφαγιασθέντες. Ὁ ἀριθμὸς τῶν φονευθέντων δὲν εἶνε ἀκόμη γνωστός, ὑπερβαίνει ὅμως τὰς δεκακισχιλίους.»	[1121, 299, 1394, 473]
paragraph: τοῦ Νομάρχου Λαρίσης πρὸς τὸ Ὑπουργεῖον τῶν Ἐσωτερικῶν διαβιβάζει τὰς ὅθεν καταστρεφόμενα σπαρτὰ ὑπὸ τῶν λίθων, βιβλίων, ἢ καὶ ἄλλων ζώων τῶν περὶ τὸν τόπον.	[615, 980, 854, 1065]
paragraph: Ἀλλ' ἀφοῦ ἅπαξ εὑρέθησαν οἱ ἔχοντες τὴν καλωσύνην, ἐξ εὐνοΐας τῶν ἄλλων, νὰ φρονεῖ ὅτι περὶ ἐμοῦ, τελευταῖον δὲ καὶ ν' ἀσχολῶνται ἐπαγγελματικῶς καὶ δημοσιογραφικῶς, ὅπως ἐκαυνοποίησαν τὴν περιέργειαν τοῦ κοινοῦ, ἐπιτρέψατέ μοι νὰ ἀναφέρω, ὅτι μόνον ὁ εἰς τῶν μαθητῶν ἀνήκων βαθμὸν δεκαπέντε ἐπέτυχε καὶ ἀκόμη, ὅτι οἱ λοιποὶ ἐβαθμολογήθησαν μεταξὺ 11 καὶ 13, τοῦ ἀναλόγου βαθμοῦ τῶν ὑποψηφίων.	[868, 305, 1107, 531]
article-subheading: Ὁ ἐρεθισμὸς τῶν πολιτῶν	[133, 306, 324, 320]
breaking-news-banner: ΤΕΛΕΥΤΑΙΑ ΩΡΑ	[1121, 35, 1394, 81]
article-subheading: Ὁ θίασος τοῦ Βασιλικοῦ Θεάτρου.— Οἱ σημερινοὶ ἠθοποιοί	[137, 1027, 319, 1077]
paragraph: Τὴν Πέμπτην ἐσπέραν ἐξετελέσθησαν ἐν τῇ Χρυσοσπηλαιώτισσῃ αἱ κατὰ τὰς ὥρας τὰς 1 μ. μ., ὁπόταν ἐκάλεσεν ὁ Θ. Δέλτας.	[615, 2012, 854, 2098]
article-heading: ΜΕΤΑΛΛΙΑ	[362, 1766, 601, 1791]
ad-signature: Α. Κ. Ἀποστολίδης	[918, 1502, 1057, 1517]
divider	[868, 1105, 1107, 1106]
news-item-lead: Ἡ δίκη	[802, 686, 854, 701]
ad-text: ἀπὸ 50 λεπτὰ κατὰ πῆχυν καὶ ἄνω. Χειρόκτια, ὀμβρέλλαι, ἄνθη, ἀρώματα, κορδέλλαι καὶ πάντα τὰ φιλικὰ. Μεταξωτὰ φορέματα πάσης ποιότητος.	[868, 1250, 1107, 1335]
paragraph: Ἐν τούτοις, ἵνα μὴ δημιουργηθῇ ἐντύπωσις ὅτι ἐπιδιώκω ῥεκλάμαν, δηλῶ ὅτι ἀπὸ τοῦ νῦν δὲν θὰ ἀσχοληθῶ πλέον μὲ τοιαύτας δημοσιεύσεις, ἀφίνων εἰς τὴν κρίσιν τοῦ κοινοῦ τὴν ἀξίαν ἑκάστου φροντιστηρίου.	[868, 537, 1107, 658]
paragraph: Ἐβεβαιοῦτο μάλιστα, ὅτι τὰ διατάγματα ταῦτα θὰ δημοσιευθῶσι ἐντὸς τῆς ἀρχομένης ἑβδομάδος.	[1121, 1392, 1394, 1443]
paragraph: Ἐπὶ τῇ βάσει δὲ τῶν πι ἀποιν τούτων θὰ ἐφαρμοσθῇ καὶ διὰ τὰ τελωνεῖα τὸ νέον εὐεργετικὸν μέτρον ὑπὲρ τῶν ὀφειλετῶν τοῦ Δημοσίου νόμος.	[109, 903, 348, 987]
article-subheading: Ἀπειλήθεῖσαι μονομαχίαι.— Ἡ ἀνάμιξις τῆς οἰκογενείας Βαρβιτσιώτου	[116, 1331, 340, 1381]
ad-text: Ὁ ἰατρὸς τοῦ κ. Καθηγητοῦ τῆς Χειρουργικῆς	[901, 1638, 1074, 1669]
article-heading: Η ΚΑΤΑΣΤΑΣΙΣ ΤΗΣ ΔΗΜΟΣΙΑΣ ΑΣΦΑΛΕΙΑΣ	[362, 957, 601, 1000]
article-subheading: Ὀδηγίαι καταδιώξεως τῶν πανώλους	[129, 1893, 328, 1926]
paragraph: Αἱ μονομαχίαι ἀπεσοβήθησαν δοθεισῶν ἐκατέρωθεν ἐξηγήσεων.	[109, 1620, 348, 1652]
article-heading: ΤΟ ΚΙΝΗΜΑ ΤΟΥ ΦΙΚΙΩΡΗ	[109, 1283, 348, 1326]
column-1	[109, 35, 348, 2288]
masthead-title: ΣΚΡΙΠ	[670, 7, 786, 35]
paragraph: Δὲν ὑπολογῶ χάριτας πρὸς τὸν σπεύσαντα εἰς τὸ χθεσινὸν φύλλον τοῦ «Σκρὶπ» νὰ διαφημίσῃ ἀνὰ τὸ Πανελλήνιον, ὅτι ἐγένετο ἐκτὸς ἐν τῷ Ἀρείῳ Πάγῳ μὲ τὸν βαθμὸν ἀκλιδῶν, διότι ἀπὸ συνηθείας δὲν νομίζω σκόπιμον οὐδ' ἐπάναγκες αὐτοσεβῶς ν' ἀναμιγνύω εἰς τὴν δημοσιογραφίαν τὰ ἀποτελέσματα τῆς ἐπιστημονικῆς μου ἐργασίας. Τοσοῦτο δὲ μᾶλλον ὅσῳ πρόκειται περὶ τῆς ἐπιτυχίας ἑνὸς ἐκ τῶν μαθητῶν μου.	[868, 90, 1107, 299]
paragraph: Ἐν Ἀλεξανδρείᾳ οὐδὲν νεώτερον ἐσημειώθη.	[109, 1857, 348, 1888]
ad-heading: ΜΑΘΗΜΑΤΑ ΑΓΓΛΙΚΗΣ	[1121, 1830, 1394, 1856]
ad-text: Κομίζω καθ' ἑκάστην ἐκ τῆς κεντρικῆς πηγῆς ἐκ τῆς ἐπὶ τῆς ὁδοῦ Σταδίου 36 ἔναντι οἰκίας Κεραμεὺς ἀποθήκης μου.	[868, 1430, 1107, 1497]
article-heading: ΟΙ ΟΦΕΙΛΕΤΑΙ ΤΟΥ ΔΗΜΟΣΙΟΥ	[109, 621, 348, 663]
classified-ad: Φαρμακεῖον πλήρες καὶ νουργές, πωλεῖται. Πληροφορίαι παρ' ἡμῖν.	[615, 2371, 854, 2421]
article-note: (Ἰδιαίτερον τηλεγράφημα τοῦ «Σκριπ»)	[119, 326, 338, 339]
paragraph: Εἰς τὸ ὑπουργεῖον τῶν Στρατιωτικῶν ἐξεγράφη ἡ ὁμολογία πρὸς σύνταξιν τῶν ὀνομάτων καὶ τῶν τίτλων αὐτῶν. Δὲν προσδιορίσθη ἀκόμη ἡ βάσις ἐν ᾗ ἡ Κυβέρνησις θὰ δώσῃ τὰ μετάλλια καὶ χαλκᾶ.	[362, 1890, 601, 1993]
paragraph: Κατὰ τὸ αὐτὸ τηλεγράφημα κατ' ἀκριβῆ ἐπικρατεῖ ἐν τῇ πόλει, ἡ δ' ἐνίσος φαίνεται ὅτι ἐξέλιπεν ἀφοῦ δὲν ἐσημειώθη νέον	[109, 2221, 348, 2288]
paragraph: Ὁ Βασιλεὺς ἐδήλωσεν ἐν Ἀθήναις τὸν σχηματισμὸν τῆς Προσωρινῆς Ἐκκλησιαστικῆς Ἐπιτροπῆς.	[615, 1902, 854, 1952]
ad-text: Ὑφηγητὴς Πανεπιστημίου. Χειρουργὸς πασχόντων Οὐρήσεων, Γαμμιάσεων, Στενωμάτων, Νεφρῶν.	[874, 1699, 1101, 1748]
column-4	[868, 35, 1107, 2094]
